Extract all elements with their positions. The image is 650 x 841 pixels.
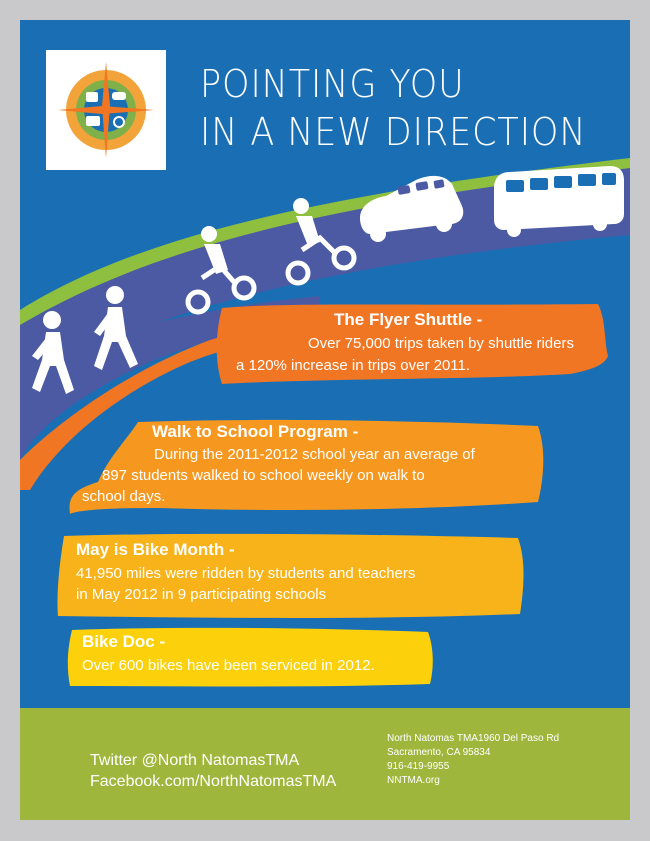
program-title: Walk to School Program - bbox=[152, 422, 359, 441]
program-card-walk-to-school bbox=[68, 418, 548, 516]
contact-info bbox=[387, 732, 559, 788]
program-detail: Over 75,000 trips taken by shuttle riders bbox=[308, 335, 574, 352]
program-title: The Flyer Shuttle - bbox=[334, 310, 483, 329]
program-detail: in May 2012 in 9 participating schools bbox=[76, 586, 327, 603]
headline-line-1: POINTING YOU bbox=[200, 62, 465, 106]
phone-number: 916-419-9955 bbox=[387, 761, 450, 772]
twitter-link[interactable]: Twitter @North NatomasTMA bbox=[90, 752, 300, 769]
program-card-bike-doc bbox=[66, 626, 436, 688]
program-card-bike-month bbox=[54, 532, 528, 620]
cyclist-icon bbox=[288, 238, 354, 283]
social-links bbox=[90, 750, 336, 792]
walker-icon bbox=[94, 286, 138, 370]
program-title: Bike Doc - bbox=[82, 632, 166, 651]
program-detail: school days. bbox=[82, 488, 166, 505]
program-card-flyer-shuttle bbox=[210, 300, 610, 384]
poster bbox=[20, 20, 630, 820]
address-line-2: Sacramento, CA 95834 bbox=[387, 747, 491, 758]
car-icon bbox=[360, 176, 463, 242]
walker-icon bbox=[32, 311, 74, 394]
program-detail: 897 students walked to school weekly on walk to bbox=[102, 467, 425, 484]
headline-line-2: IN A NEW DIRECTION bbox=[200, 110, 587, 154]
program-detail: During the 2011-2012 school year an average of bbox=[154, 446, 475, 463]
website-link[interactable]: NNTMA.org bbox=[387, 775, 440, 786]
facebook-link[interactable]: Facebook.com/NorthNatomasTMA bbox=[90, 773, 337, 790]
program-title: May is Bike Month - bbox=[76, 540, 235, 559]
address-line-1: North Natomas TMA1960 Del Paso Rd bbox=[387, 733, 560, 744]
program-detail: a 120% increase in trips over 2011. bbox=[236, 357, 471, 374]
program-detail: Over 600 bikes have been serviced in 2012. bbox=[82, 657, 375, 674]
program-detail: 41,950 miles were ridden by students and teachers bbox=[76, 565, 416, 582]
